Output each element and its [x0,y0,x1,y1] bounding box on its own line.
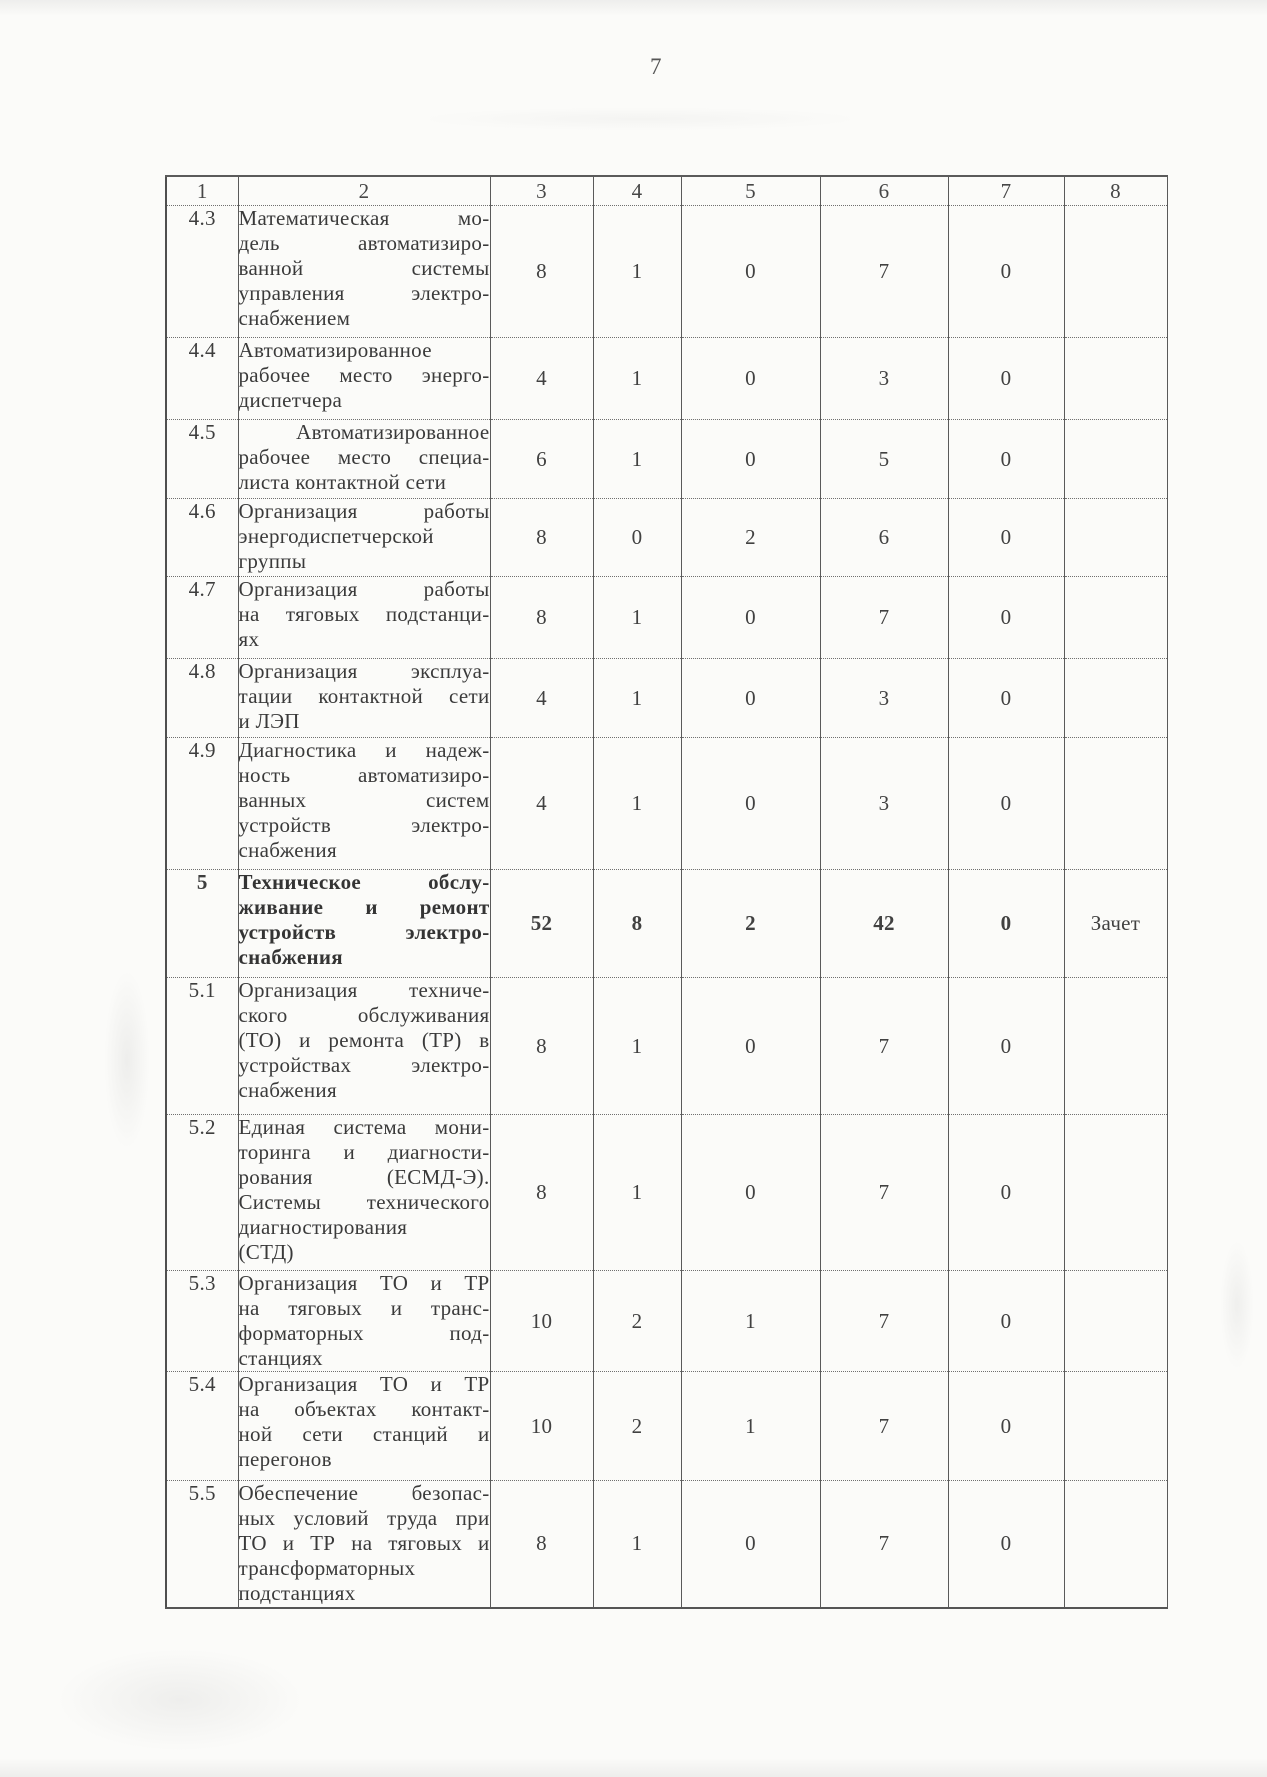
value-cell-col7: 0 [948,338,1064,420]
topic-line: (СТД) [238,1240,294,1264]
value-cell-col7: 0 [948,659,1064,738]
topic-cell [238,1481,490,1608]
value-cell-col5: 0 [681,577,820,659]
value-cell-col8: Зачет [1064,870,1167,978]
value-cell-col3: 8 [490,206,593,338]
column-header: 5 [681,176,820,206]
topic-line: ского обслуживания [238,1003,490,1027]
value-cell-col8 [1064,499,1167,577]
value-cell-col3: 10 [490,1372,593,1481]
topic-line: Организация ТО и ТР [238,1372,490,1396]
value-cell-col3: 8 [490,499,593,577]
value-cell-col6: 3 [820,659,948,738]
row-number-cell: 4.5 [166,420,238,499]
curriculum-table [165,175,1168,1609]
table-body [166,206,1167,1608]
value-cell-col8 [1064,1271,1167,1372]
topic-line: Единая система мони- [238,1115,490,1139]
topic-cell [238,206,490,338]
value-cell-col3: 8 [490,978,593,1115]
value-cell-col7: 0 [948,1481,1064,1608]
value-cell-col7: 0 [948,577,1064,659]
topic-cell [238,499,490,577]
value-cell-col5: 0 [681,1481,820,1608]
topic-line: устройствах электро- [238,1053,490,1077]
value-cell-col7: 0 [948,499,1064,577]
topic-line: подстанциях [238,1581,356,1605]
value-cell-col4: 1 [593,1481,681,1608]
table-row [166,206,1167,338]
topic-line: рабочее место специа- [238,445,490,469]
value-cell-col4: 1 [593,738,681,870]
value-cell-col8 [1064,420,1167,499]
value-cell-col8 [1064,1481,1167,1608]
value-cell-col4: 1 [593,577,681,659]
value-cell-col4: 1 [593,659,681,738]
topic-line: энергодиспетчерской [238,524,434,548]
value-cell-col6: 42 [820,870,948,978]
topic-line: Системы технического [238,1190,490,1214]
scan-artifact-left-streak [104,970,150,1150]
value-cell-col4: 0 [593,499,681,577]
topic-line: Организация техниче- [238,978,490,1002]
row-number-cell: 5.3 [166,1271,238,1372]
value-cell-col6: 7 [820,978,948,1115]
table-row [166,1271,1167,1372]
scan-artifact-header-shadow [430,108,850,130]
topic-line: снабжения [238,1078,337,1102]
row-number-cell: 5.5 [166,1481,238,1608]
topic-line: на объектах контакт- [238,1397,490,1421]
value-cell-col6: 3 [820,338,948,420]
topic-line: ТО и ТР на тяговых и [238,1531,490,1555]
value-cell-col4: 1 [593,1115,681,1271]
topic-line: диагностирования [238,1215,408,1239]
table-row [166,499,1167,577]
value-cell-col3: 52 [490,870,593,978]
value-cell-col7: 0 [948,978,1064,1115]
value-cell-col6: 7 [820,1271,948,1372]
scan-artifact-bottom-band [0,1758,1267,1777]
value-cell-col4: 8 [593,870,681,978]
table-header [166,176,1167,206]
topic-line: Математическая мо- [238,206,490,230]
value-cell-col7: 0 [948,420,1064,499]
value-cell-col5: 2 [681,870,820,978]
topic-line: Организация эксплуа- [238,659,490,683]
table-row [166,870,1167,978]
row-number-cell: 5.1 [166,978,238,1115]
topic-line: ванных систем [238,788,490,812]
topic-line: на тяговых и транс- [238,1296,490,1320]
row-number-cell: 4.4 [166,338,238,420]
topic-cell [238,870,490,978]
value-cell-col6: 7 [820,577,948,659]
value-cell-col3: 10 [490,1271,593,1372]
table-row [166,1481,1167,1608]
value-cell-col5: 0 [681,738,820,870]
value-cell-col7: 0 [948,1271,1064,1372]
row-number-cell: 4.9 [166,738,238,870]
table-header-row [166,176,1167,206]
topic-cell [238,978,490,1115]
value-cell-col5: 0 [681,206,820,338]
topic-line: устройств электро- [238,813,490,837]
table-row [166,1372,1167,1481]
topic-line: рабочее место энерго- [238,363,490,387]
topic-line: Организация ТО и ТР [238,1271,490,1295]
value-cell-col6: 7 [820,1372,948,1481]
topic-line: (ТО) и ремонта (ТР) в [238,1028,490,1052]
value-cell-col7: 0 [948,1115,1064,1271]
value-cell-col4: 1 [593,978,681,1115]
topic-line: Техническое обслу- [238,870,490,894]
value-cell-col3: 8 [490,1115,593,1271]
page-number: 7 [650,54,662,79]
topic-cell [238,738,490,870]
column-header: 6 [820,176,948,206]
column-header: 2 [238,176,490,206]
column-header: 3 [490,176,593,206]
value-cell-col3: 8 [490,577,593,659]
value-cell-col3: 6 [490,420,593,499]
value-cell-col7: 0 [948,1372,1064,1481]
topic-line: и ЛЭП [238,709,300,733]
topic-line: управления электро- [238,281,490,305]
value-cell-col3: 4 [490,338,593,420]
topic-line: Организация работы [238,577,490,601]
value-cell-col8 [1064,1372,1167,1481]
topic-line: листа контактной сети [238,470,447,494]
topic-cell [238,420,490,499]
topic-line: форматорных под- [238,1321,490,1345]
topic-line: станциях [238,1346,323,1370]
value-cell-col8 [1064,738,1167,870]
topic-line: снабжения [238,838,337,862]
value-cell-col8 [1064,978,1167,1115]
topic-line: ях [238,627,260,651]
value-cell-col4: 1 [593,420,681,499]
row-number-cell: 5 [166,870,238,978]
topic-cell [238,659,490,738]
topic-line: Обеспечение безопас- [238,1481,490,1505]
value-cell-col5: 0 [681,659,820,738]
row-number-cell: 5.2 [166,1115,238,1271]
topic-line: ванной системы [238,256,490,280]
value-cell-col4: 1 [593,338,681,420]
topic-line: ных условий труда при [238,1506,490,1530]
topic-line: на тяговых подстанци- [238,602,490,626]
topic-line: снабжением [238,306,351,330]
topic-cell [238,1115,490,1271]
scan-artifact-top-band [0,0,1267,16]
topic-line: Организация работы [238,499,490,523]
value-cell-col3: 8 [490,1481,593,1608]
value-cell-col5: 0 [681,420,820,499]
value-cell-col6: 6 [820,499,948,577]
row-number-cell: 4.3 [166,206,238,338]
value-cell-col8 [1064,577,1167,659]
value-cell-col8 [1064,1115,1167,1271]
value-cell-col5: 0 [681,978,820,1115]
table-row [166,659,1167,738]
topic-line: дель автоматизиро- [238,231,490,255]
topic-line: трансформаторных [238,1556,416,1580]
topic-line: группы [238,549,307,573]
topic-line: рования (ЕСМД-Э). [238,1165,490,1189]
table-row [166,738,1167,870]
topic-line: торинга и диагности- [238,1140,490,1164]
topic-cell [238,1271,490,1372]
row-number-cell: 4.8 [166,659,238,738]
topic-cell [238,577,490,659]
value-cell-col8 [1064,206,1167,338]
topic-line: диспетчера [238,388,343,412]
table-row [166,338,1167,420]
value-cell-col6: 5 [820,420,948,499]
topic-line: перегонов [238,1447,332,1471]
topic-line: Диагностика и надеж- [238,738,490,762]
value-cell-col5: 1 [681,1271,820,1372]
table-row [166,1115,1167,1271]
value-cell-col5: 0 [681,1115,820,1271]
topic-line: устройств электро- [238,920,490,944]
table-row [166,420,1167,499]
value-cell-col7: 0 [948,206,1064,338]
value-cell-col5: 0 [681,338,820,420]
topic-line: ность автоматизиро- [238,763,490,787]
row-number-cell: 4.6 [166,499,238,577]
row-number-cell: 5.4 [166,1372,238,1481]
topic-line: Автоматизированное [238,338,432,362]
topic-line: тации контактной сети [238,684,490,708]
value-cell-col8 [1064,338,1167,420]
value-cell-col4: 1 [593,206,681,338]
value-cell-col6: 3 [820,738,948,870]
column-header: 7 [948,176,1064,206]
topic-line: снабжения [238,945,343,969]
value-cell-col5: 1 [681,1372,820,1481]
value-cell-col8 [1064,659,1167,738]
topic-cell [238,1372,490,1481]
value-cell-col4: 2 [593,1372,681,1481]
value-cell-col7: 0 [948,870,1064,978]
topic-cell [238,338,490,420]
topic-line: живание и ремонт [238,895,490,919]
value-cell-col3: 4 [490,659,593,738]
table-row [166,978,1167,1115]
topic-line: Автоматизированное [238,420,490,444]
value-cell-col6: 7 [820,1115,948,1271]
topic-line: ной сети станций и [238,1422,490,1446]
column-header: 1 [166,176,238,206]
value-cell-col3: 4 [490,738,593,870]
value-cell-col6: 7 [820,1481,948,1608]
column-header: 8 [1064,176,1167,206]
column-header: 4 [593,176,681,206]
row-number-cell: 4.7 [166,577,238,659]
value-cell-col5: 2 [681,499,820,577]
table-row [166,577,1167,659]
value-cell-col6: 7 [820,206,948,338]
value-cell-col4: 2 [593,1271,681,1372]
scan-artifact-bottom-left-smudge [60,1650,300,1750]
value-cell-col7: 0 [948,738,1064,870]
scan-artifact-right-streak [1220,1240,1254,1370]
